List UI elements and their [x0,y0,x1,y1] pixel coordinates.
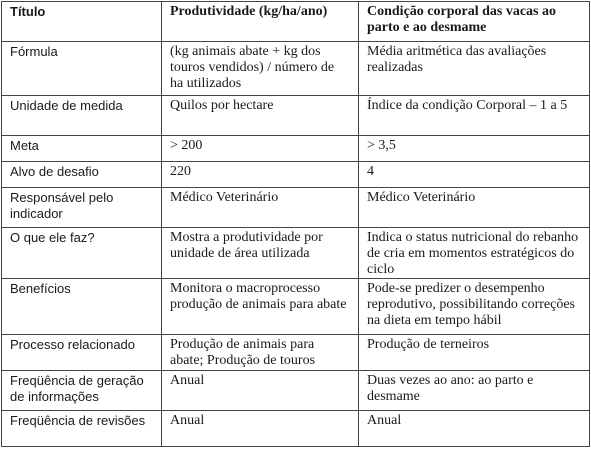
row-label: Meta [2,136,162,162]
productivity-cell: Quilos por hectare [162,96,359,136]
table-row [2,279,590,335]
productivity-cell: > 200 [162,136,359,162]
productivity-cell: Mostra a produtividade por unidade de área utilizada [162,228,359,279]
body-condition-cell: Índice da condição Corporal – 1 a 5 [359,96,590,136]
table-row [2,371,590,411]
productivity-cell: (kg animais abate + kg dos touros vendidos) / número de ha utilizados [162,42,359,96]
table-row [2,162,590,188]
body-condition-cell: Duas vezes ao ano: ao parto e desmame [359,371,590,411]
table-row [2,188,590,228]
body-condition-cell: Médico Veterinário [359,188,590,228]
body-condition-cell: Produção de terneiros [359,335,590,371]
header-cell-body-condition: Condição corporal das vacas ao parto e ao desmame [359,2,590,42]
table-row [2,42,590,96]
indicators-table [1,1,590,447]
row-label: O que ele faz? [2,228,162,279]
productivity-cell: Produção de animais para abate; Produção de touros [162,335,359,371]
table-row [2,411,590,447]
row-label: Freqüência de revisões [2,411,162,447]
body-condition-cell: Indica o status nutricional do rebanho de cria em momentos estratégicos do ciclo [359,228,590,279]
table-row [2,136,590,162]
row-label: Alvo de desafio [2,162,162,188]
table-row [2,96,590,136]
table-row [2,228,590,279]
row-label: Processo relacionado [2,335,162,371]
row-label: Freqüência de geração de informações [2,371,162,411]
row-label: Responsável pelo indicador [2,188,162,228]
header-cell-productivity: Produtividade (kg/ha/ano) [162,2,359,42]
body-condition-cell: Anual [359,411,590,447]
row-label: Fórmula [2,42,162,96]
table-header-row [2,2,590,42]
productivity-cell: Monitora o macroprocesso produção de animais para abate [162,279,359,335]
body-condition-cell: 4 [359,162,590,188]
body-condition-cell: Pode-se predizer o desempenho reprodutivo, possibilitando correções na dieta em tempo hábil [359,279,590,335]
header-cell-title: Título [2,2,162,42]
productivity-cell: Anual [162,371,359,411]
table-row [2,335,590,371]
productivity-cell: 220 [162,162,359,188]
row-label: Unidade de medida [2,96,162,136]
productivity-cell: Médico Veterinário [162,188,359,228]
productivity-cell: Anual [162,411,359,447]
body-condition-cell: Média aritmética das avaliações realizadas [359,42,590,96]
body-condition-cell: > 3,5 [359,136,590,162]
row-label: Benefícios [2,279,162,335]
